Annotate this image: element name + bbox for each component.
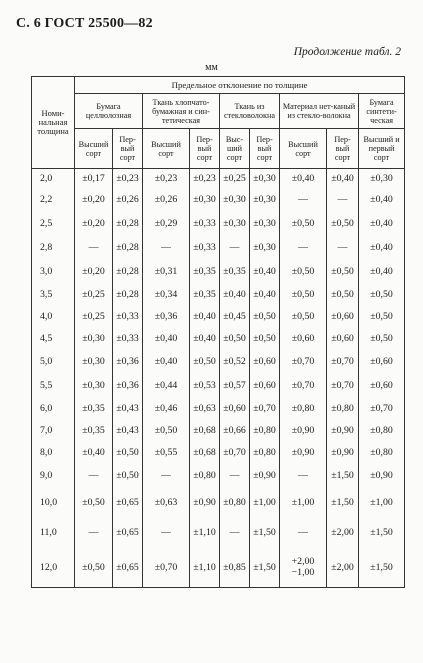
deviation-cell: ±0,50: [280, 306, 327, 328]
header-grade: Высший сорт: [75, 129, 113, 169]
deviation-cell: ±0,90: [280, 420, 327, 442]
table-row: [32, 350, 405, 374]
deviation-cell: ±0,40: [359, 212, 405, 236]
deviation-cell: ±0,35: [75, 420, 113, 442]
header-grade: Выс-ший сорт: [220, 129, 250, 169]
deviation-cell: ±0,50: [220, 328, 250, 350]
deviation-cell: ±0,53: [190, 374, 220, 398]
deviation-cell: —: [75, 464, 113, 488]
deviation-cell: —: [143, 518, 190, 548]
deviation-cell: ±0,20: [75, 212, 113, 236]
deviation-cell: ±1,50: [327, 464, 359, 488]
deviation-cell: ±1,50: [250, 548, 280, 588]
deviation-cell: ±0,43: [113, 420, 143, 442]
deviation-cell: ±0,40: [250, 260, 280, 284]
deviation-cell: ±0,80: [250, 442, 280, 464]
thickness-cell: 2,5: [32, 212, 75, 236]
header-material-2: Ткань хлопчато-бумажная и син-тетическая: [143, 94, 220, 129]
deviation-cell: ±0,80: [220, 488, 250, 518]
deviation-cell: ±0,23: [113, 169, 143, 188]
deviation-cell: ±0,90: [327, 442, 359, 464]
deviation-cell: ±0,50: [327, 284, 359, 306]
deviation-cell: ±0,35: [190, 260, 220, 284]
deviation-cell: ±0,50: [75, 548, 113, 588]
deviation-cell: ±0,50: [280, 260, 327, 284]
thickness-cell: 4,5: [32, 328, 75, 350]
deviation-cell: ±0,17: [75, 169, 113, 188]
thickness-cell: 3,5: [32, 284, 75, 306]
deviation-cell: ±0,65: [113, 548, 143, 588]
deviation-cell: ±0,60: [220, 398, 250, 420]
thickness-cell: 7,0: [32, 420, 75, 442]
thickness-cell: 5,0: [32, 350, 75, 374]
deviation-cell: —: [280, 188, 327, 212]
deviation-cell: ±0,31: [143, 260, 190, 284]
deviation-cell: ±0,70: [327, 350, 359, 374]
deviation-cell: ±0,43: [113, 398, 143, 420]
deviation-cell: ±1,50: [250, 518, 280, 548]
deviation-cell: ±0,40: [250, 284, 280, 306]
deviation-cell: ±0,60: [250, 374, 280, 398]
deviation-cell: ±0,50: [359, 306, 405, 328]
table-row: [32, 306, 405, 328]
deviation-cell: ±0,90: [250, 464, 280, 488]
deviation-cell: ±0,33: [190, 236, 220, 260]
table-row: [32, 169, 405, 188]
deviation-cell: ±0,60: [327, 306, 359, 328]
deviation-cell: —: [280, 236, 327, 260]
deviation-cell: ±0,50: [250, 328, 280, 350]
deviation-cell: ±0,70: [280, 374, 327, 398]
deviation-cell: ±0,70: [250, 398, 280, 420]
page-header: С. 6 ГОСТ 25500—82: [16, 16, 153, 31]
thickness-cell: 3,0: [32, 260, 75, 284]
deviation-cell: ±0,80: [250, 420, 280, 442]
deviation-cell: ±0,26: [113, 188, 143, 212]
deviation-cell: ±0,30: [220, 188, 250, 212]
header-grade: Пер-вый сорт: [190, 129, 220, 169]
deviation-cell: —: [75, 236, 113, 260]
deviation-cell: ±2,00: [327, 518, 359, 548]
deviation-cell: ±0,44: [143, 374, 190, 398]
deviation-cell: —: [327, 188, 359, 212]
thickness-cell: 2,8: [32, 236, 75, 260]
deviation-cell: ±0,29: [143, 212, 190, 236]
tolerance-table: [31, 76, 405, 588]
deviation-cell: ±0,65: [113, 518, 143, 548]
deviation-cell: ±0,36: [113, 374, 143, 398]
deviation-cell: —: [220, 464, 250, 488]
table-row: [32, 398, 405, 420]
deviation-cell: ±0,36: [113, 350, 143, 374]
deviation-cell: ±1,10: [190, 548, 220, 588]
deviation-cell: —: [220, 236, 250, 260]
table-row: [32, 260, 405, 284]
thickness-cell: 12,0: [32, 548, 75, 588]
deviation-cell: ±0,30: [250, 169, 280, 188]
deviation-cell: ±0,33: [190, 212, 220, 236]
deviation-cell: —: [143, 464, 190, 488]
deviation-cell: ±0,50: [190, 350, 220, 374]
header-grade: Пер-вый сорт: [113, 129, 143, 169]
deviation-cell: ±0,70: [280, 350, 327, 374]
deviation-cell: ±0,80: [359, 420, 405, 442]
deviation-cell: ±0,33: [113, 306, 143, 328]
deviation-cell: ±0,63: [143, 488, 190, 518]
table-row: [32, 284, 405, 306]
deviation-cell: ±0,30: [220, 212, 250, 236]
table-row: [32, 548, 405, 588]
deviation-cell: ±1,10: [190, 518, 220, 548]
deviation-cell: ±0,36: [143, 306, 190, 328]
header-material-3: Ткань из стекловолокна: [220, 94, 280, 129]
header-material-5: Бумага синтети-ческая: [359, 94, 405, 129]
table-row: [32, 188, 405, 212]
deviation-cell: ±0,28: [113, 236, 143, 260]
table-continuation-note: Продолжение табл. 2: [293, 46, 401, 58]
deviation-cell: ±0,70: [359, 398, 405, 420]
deviation-cell: ±0,50: [113, 442, 143, 464]
deviation-cell: ±0,80: [190, 464, 220, 488]
deviation-cell: ±0,52: [220, 350, 250, 374]
deviation-cell: ±0,50: [280, 212, 327, 236]
header-thickness-deviation: Предельное отклонение по толщине: [75, 77, 405, 94]
deviation-cell: ±0,40: [220, 284, 250, 306]
thickness-cell: 9,0: [32, 464, 75, 488]
deviation-cell: ±0,50: [327, 260, 359, 284]
deviation-cell: ±0,60: [280, 328, 327, 350]
deviation-cell: —: [280, 518, 327, 548]
deviation-cell: ±1,00: [359, 488, 405, 518]
deviation-cell: ±0,25: [75, 306, 113, 328]
deviation-cell: ±0,50: [113, 464, 143, 488]
header-grade: Высший и первый сорт: [359, 129, 405, 169]
deviation-cell: ±0,65: [113, 488, 143, 518]
header-grade: Пер-вый сорт: [327, 129, 359, 169]
deviation-cell: ±0,25: [220, 169, 250, 188]
deviation-cell: ±0,46: [143, 398, 190, 420]
deviation-cell: ±0,35: [190, 284, 220, 306]
deviation-cell: ±0,40: [143, 350, 190, 374]
deviation-cell: ±0,80: [327, 398, 359, 420]
thickness-cell: 8,0: [32, 442, 75, 464]
deviation-cell: —: [75, 518, 113, 548]
deviation-cell: ±0,28: [113, 212, 143, 236]
deviation-cell: ±1,00: [250, 488, 280, 518]
deviation-cell: —: [143, 236, 190, 260]
deviation-cell: ±0,26: [143, 188, 190, 212]
thickness-cell: 4,0: [32, 306, 75, 328]
deviation-cell: ±0,90: [190, 488, 220, 518]
deviation-cell: ±0,28: [113, 260, 143, 284]
deviation-cell: ±0,20: [75, 188, 113, 212]
deviation-cell: ±0,20: [75, 260, 113, 284]
deviation-cell: ±0,68: [190, 420, 220, 442]
deviation-cell: —: [327, 236, 359, 260]
deviation-cell: ±0,80: [359, 442, 405, 464]
deviation-cell: ±0,70: [327, 374, 359, 398]
deviation-cell: ±0,40: [359, 236, 405, 260]
table-row: [32, 488, 405, 518]
deviation-cell: ±0,66: [220, 420, 250, 442]
deviation-cell: ±0,70: [143, 548, 190, 588]
table-row: [32, 374, 405, 398]
deviation-cell: ±0,30: [250, 212, 280, 236]
header-grade: Высший сорт: [280, 129, 327, 169]
deviation-cell: ±1,00: [280, 488, 327, 518]
deviation-cell: ±0,50: [250, 306, 280, 328]
table-row: [32, 518, 405, 548]
thickness-cell: 11,0: [32, 518, 75, 548]
table-row: [32, 236, 405, 260]
deviation-cell: ±0,33: [113, 328, 143, 350]
deviation-cell: ±2,00: [327, 548, 359, 588]
deviation-cell: ±0,50: [143, 420, 190, 442]
deviation-cell: ±0,30: [250, 236, 280, 260]
table-row: [32, 420, 405, 442]
deviation-cell: ±0,55: [143, 442, 190, 464]
deviation-cell: ±0,50: [359, 328, 405, 350]
deviation-cell: ±0,50: [359, 284, 405, 306]
thickness-cell: 5,5: [32, 374, 75, 398]
deviation-cell: ±0,57: [220, 374, 250, 398]
deviation-cell: ±0,30: [75, 350, 113, 374]
deviation-cell: ±0,23: [143, 169, 190, 188]
deviation-cell: ±0,40: [190, 328, 220, 350]
deviation-cell: ±0,40: [190, 306, 220, 328]
deviation-cell: ±0,40: [359, 188, 405, 212]
deviation-cell: ±1,50: [359, 518, 405, 548]
deviation-cell: ±0,25: [75, 284, 113, 306]
deviation-cell: ±0,40: [327, 169, 359, 188]
deviation-cell: ±0,90: [359, 464, 405, 488]
deviation-cell: ±0,85: [220, 548, 250, 588]
deviation-cell: ±0,30: [75, 374, 113, 398]
deviation-cell: ±0,40: [143, 328, 190, 350]
table-row: [32, 442, 405, 464]
table-row: [32, 212, 405, 236]
deviation-cell: ±0,30: [190, 188, 220, 212]
deviation-cell: ±0,63: [190, 398, 220, 420]
deviation-cell: ±0,90: [327, 420, 359, 442]
deviation-cell: ±0,40: [75, 442, 113, 464]
deviation-cell: ±0,60: [359, 350, 405, 374]
deviation-cell: —: [220, 518, 250, 548]
thickness-cell: 6,0: [32, 398, 75, 420]
deviation-cell: ±0,30: [75, 328, 113, 350]
deviation-cell: ±0,68: [190, 442, 220, 464]
deviation-cell: ±0,90: [280, 442, 327, 464]
header-grade: Пер-вый сорт: [250, 129, 280, 169]
deviation-cell: ±0,45: [220, 306, 250, 328]
deviation-cell: ±0,30: [250, 188, 280, 212]
deviation-cell: —: [280, 464, 327, 488]
deviation-cell: ±0,40: [280, 169, 327, 188]
deviation-cell: ±0,50: [75, 488, 113, 518]
deviation-cell: ±1,50: [359, 548, 405, 588]
deviation-cell: ±0,34: [143, 284, 190, 306]
header-grade: Высший сорт: [143, 129, 190, 169]
deviation-cell: ±0,60: [327, 328, 359, 350]
thickness-cell: 2,2: [32, 188, 75, 212]
units-label: мм: [205, 62, 218, 73]
deviation-cell: ±1,50: [327, 488, 359, 518]
deviation-cell: ±0,40: [359, 260, 405, 284]
deviation-cell: ±0,28: [113, 284, 143, 306]
thickness-cell: 10,0: [32, 488, 75, 518]
table-row: [32, 328, 405, 350]
header-material-1: Бумага целлюлозная: [75, 94, 143, 129]
table-row: [32, 464, 405, 488]
deviation-cell: ±0,60: [359, 374, 405, 398]
deviation-cell: ±0,35: [220, 260, 250, 284]
header-material-4: Материал нет-каный из стекло-волокна: [280, 94, 359, 129]
deviation-cell: ±0,35: [75, 398, 113, 420]
deviation-cell: ±0,70: [220, 442, 250, 464]
deviation-cell: ±0,23: [190, 169, 220, 188]
deviation-cell: +2,00 −1,00: [280, 548, 327, 588]
thickness-cell: 2,0: [32, 169, 75, 188]
header-nominal-thickness: Номи- нальная толщина: [32, 77, 75, 169]
deviation-cell: ±0,30: [359, 169, 405, 188]
deviation-cell: ±0,50: [327, 212, 359, 236]
deviation-cell: ±0,50: [280, 284, 327, 306]
deviation-cell: ±0,80: [280, 398, 327, 420]
deviation-cell: ±0,60: [250, 350, 280, 374]
